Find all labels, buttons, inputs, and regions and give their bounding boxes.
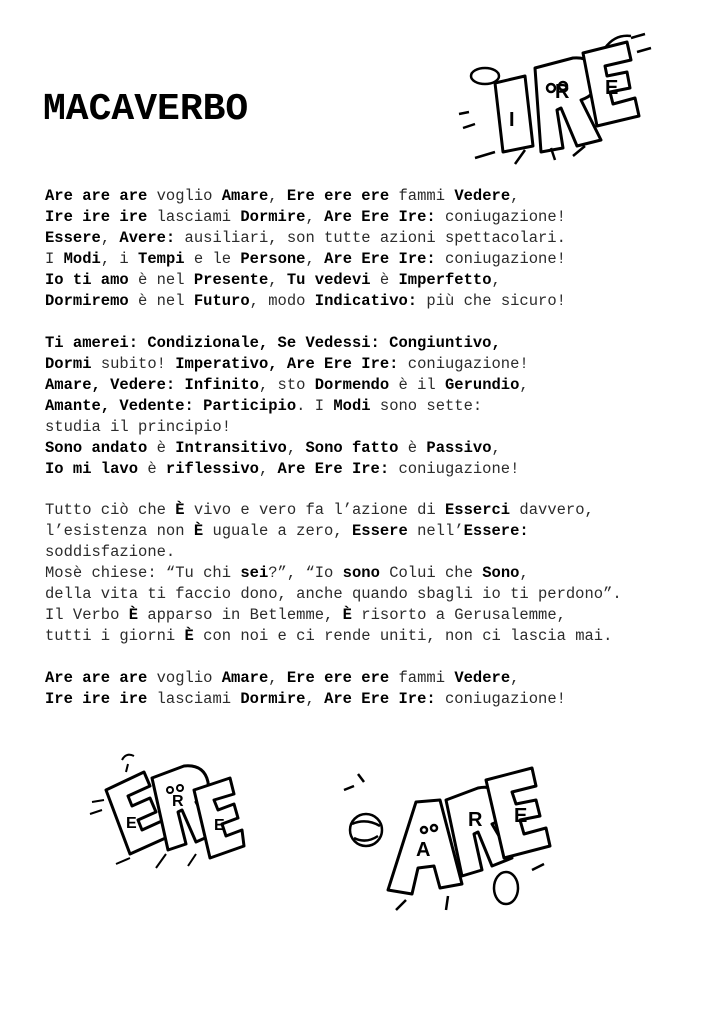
- lyric-text: ,: [491, 271, 501, 289]
- illo-ire-letter-2: R: [555, 81, 570, 103]
- bold-term: Sono fatto: [305, 438, 399, 457]
- lyric-line: [45, 207, 715, 228]
- lyric-line: [45, 270, 715, 291]
- bold-term: Intransitivo: [175, 438, 287, 457]
- lyric-text: e le: [184, 250, 241, 268]
- illo-are-letter-3: E: [514, 805, 528, 827]
- bold-term: Futuro: [193, 292, 250, 310]
- lyric-text: è: [138, 459, 166, 478]
- lyric-text: . I: [296, 396, 334, 415]
- bold-term: È: [128, 606, 139, 624]
- lyric-line: [45, 584, 715, 605]
- lyric-text: ,: [286, 438, 306, 457]
- lyric-text: voglio: [147, 187, 222, 205]
- bold-term: Ire ire ire: [45, 208, 148, 226]
- lyric-line: [45, 375, 715, 396]
- lyric-text: ,: [268, 271, 287, 289]
- bold-term: Amante, Vedente: Participio: [45, 396, 297, 415]
- bold-term: sei: [240, 564, 269, 582]
- lyric-line: [45, 626, 715, 647]
- bold-term: Modi: [63, 250, 101, 268]
- bold-term: Gerundio: [444, 375, 520, 394]
- illo-ere-letter-3: E: [214, 817, 225, 834]
- lyric-line: [45, 438, 715, 459]
- song-lyrics: [45, 186, 715, 730]
- lyric-text: ,: [510, 668, 520, 687]
- bold-term: Amare: [221, 187, 269, 205]
- bold-term: Avere:: [119, 229, 176, 247]
- lyric-text: ausiliari, son tutte azioni spettacolari.: [175, 229, 566, 247]
- lyric-text: è nel: [128, 292, 194, 310]
- bold-term: Vedere: [454, 668, 511, 687]
- illo-are-letter-2: R: [468, 809, 483, 831]
- lyric-text: Tutto ciò che: [45, 501, 176, 519]
- lyric-text: coniugazione!: [435, 250, 566, 268]
- lyric-text: tutti i giorni: [45, 627, 185, 645]
- bold-term: Io mi lavo: [45, 459, 139, 478]
- bold-term: Vedere: [454, 187, 511, 205]
- lyric-text: Il Verbo: [45, 606, 129, 624]
- lyric-line: [45, 228, 715, 249]
- lyric-text: ,: [305, 208, 325, 226]
- lyric-text: è il: [389, 375, 445, 394]
- bold-term: sono: [342, 564, 380, 582]
- bold-term: Imperativo, Are Ere Ire:: [175, 354, 399, 373]
- bold-term: Essere:: [463, 522, 529, 540]
- lyric-text: coniugazione!: [389, 459, 520, 478]
- bold-term: È: [175, 501, 185, 519]
- ire-letters-illustration: [455, 28, 655, 173]
- lyric-text: vivo e vero fa l’azione di: [184, 501, 445, 519]
- lyric-text: subito!: [91, 354, 176, 373]
- lyric-text: l’esistenza non: [45, 522, 194, 540]
- lyric-line: [45, 333, 715, 354]
- bold-term: Io ti amo: [45, 271, 129, 289]
- bold-term: Are Ere Ire:: [277, 459, 390, 478]
- lyric-text: più che sicuro!: [417, 292, 566, 310]
- bold-term: Essere: [45, 229, 101, 247]
- lyric-line: [45, 500, 715, 521]
- bold-term: Dormire: [240, 208, 306, 226]
- lyric-text: , sto: [258, 375, 315, 394]
- lyric-text: lasciami: [147, 689, 241, 708]
- lyric-line: [45, 459, 715, 480]
- page-title: MACAVERBO: [43, 88, 249, 131]
- bold-term: Esserci: [445, 501, 511, 519]
- lyric-text: è: [370, 271, 399, 289]
- lyric-line: [45, 668, 715, 689]
- bold-term: Dormendo: [314, 375, 390, 394]
- stanza-1: [45, 186, 715, 312]
- bold-term: Ere ere ere: [286, 668, 390, 687]
- bold-term: Tempi: [138, 250, 185, 268]
- lyric-text: voglio: [147, 668, 222, 687]
- illo-are-letter-1: A: [416, 839, 431, 861]
- lyric-text: studia il principio!: [45, 417, 232, 436]
- lyric-text: fammi: [389, 187, 455, 205]
- bold-term: Are are are: [45, 668, 148, 687]
- lyric-text: della vita ti faccio dono, anche quando sbagli io ti perdono”.: [45, 585, 622, 603]
- bold-term: È: [342, 606, 352, 624]
- lyric-text: , modo: [249, 292, 315, 310]
- illo-ere-letter-2: R: [172, 793, 184, 810]
- bold-term: Modi: [333, 396, 371, 415]
- bold-term: Passivo: [426, 438, 492, 457]
- bold-term: Are Ere Ire:: [324, 689, 436, 708]
- lyric-text: è: [398, 438, 427, 457]
- lyric-text: Colui che: [379, 564, 483, 582]
- stanza-3: [45, 500, 715, 647]
- lyric-text: nell’: [407, 522, 464, 540]
- bold-term: Dormire: [240, 689, 306, 708]
- lyric-text: ,: [305, 250, 325, 268]
- lyric-text: apparso in Betlemme,: [138, 606, 343, 624]
- lyric-text: ,: [519, 564, 529, 582]
- bold-term: Imperfetto: [398, 271, 492, 289]
- bold-term: Dormi: [45, 354, 92, 373]
- bold-term: Amare, Vedere: Infinito: [45, 375, 259, 394]
- bold-term: Are Ere Ire:: [324, 250, 436, 268]
- lyric-text: I: [45, 250, 64, 268]
- lyric-text: coniugazione!: [398, 354, 529, 373]
- lyric-line: [45, 689, 715, 710]
- stanza-2: [45, 333, 715, 480]
- bold-term: Ire ire ire: [45, 689, 148, 708]
- lyric-text: fammi: [389, 668, 455, 687]
- lyric-text: ,: [491, 438, 501, 457]
- lyric-text: soddisfazione.: [45, 543, 176, 561]
- lyric-line: [45, 291, 715, 312]
- ere-letters-illustration: [86, 750, 246, 875]
- lyric-text: ,: [268, 187, 287, 205]
- lyric-text: ,: [258, 459, 278, 478]
- lyric-text: ,: [100, 229, 120, 247]
- bold-term: Ti amerei: Condizionale, Se Vedessi: Congiuntivo,: [45, 333, 501, 352]
- lyric-text: sono sette:: [370, 396, 483, 415]
- lyric-line: [45, 563, 715, 584]
- lyric-text: ,: [268, 668, 287, 687]
- lyric-text: ,: [519, 375, 529, 394]
- lyric-text: ,: [305, 689, 325, 708]
- illo-ire-letter-3: E: [605, 77, 619, 99]
- bold-term: Persone: [240, 250, 306, 268]
- lyric-text: Mosè chiese: “Tu chi: [45, 564, 241, 582]
- lyric-text: coniugazione!: [435, 689, 566, 708]
- bold-term: È: [184, 627, 194, 645]
- lyric-text: con noi e ci rende uniti, non ci lascia mai.: [193, 627, 613, 645]
- are-letters-illustration: [336, 760, 561, 915]
- stanza-4: [45, 668, 715, 710]
- lyric-text: risorto a Gerusalemme,: [351, 606, 566, 624]
- bold-term: Presente: [193, 271, 269, 289]
- lyric-text: , i: [100, 250, 139, 268]
- bold-term: Are are are: [45, 187, 148, 205]
- lyric-line: [45, 521, 715, 542]
- illo-ire-letter-1: I: [509, 109, 515, 131]
- bold-term: Sono: [482, 564, 520, 582]
- bold-term: Amare: [221, 668, 269, 687]
- lyric-line: [45, 396, 715, 417]
- lyric-text: è: [147, 438, 176, 457]
- illo-ere-letter-1: E: [126, 815, 137, 832]
- lyric-text: uguale a zero,: [203, 522, 352, 540]
- lyric-line: [45, 249, 715, 270]
- lyric-text: è nel: [128, 271, 194, 289]
- lyric-text: ?”, “Io: [268, 564, 343, 582]
- lyric-text: davvero,: [510, 501, 594, 519]
- bold-term: Indicativo:: [314, 292, 418, 310]
- bold-term: Ere ere ere: [286, 187, 390, 205]
- lyric-line: [45, 542, 715, 563]
- lyric-line: [45, 417, 715, 438]
- bold-term: riflessivo: [165, 459, 259, 478]
- bold-term: Dormiremo: [45, 292, 129, 310]
- lyric-line: [45, 354, 715, 375]
- bold-term: Essere: [351, 522, 408, 540]
- bold-term: Are Ere Ire:: [324, 208, 436, 226]
- lyric-line: [45, 605, 715, 626]
- lyric-text: coniugazione!: [435, 208, 566, 226]
- bold-term: Sono andato: [45, 438, 148, 457]
- bold-term: Tu vedevi: [286, 271, 371, 289]
- bold-term: È: [193, 522, 204, 540]
- lyric-text: lasciami: [147, 208, 241, 226]
- lyric-text: ,: [510, 187, 520, 205]
- lyric-line: [45, 186, 715, 207]
